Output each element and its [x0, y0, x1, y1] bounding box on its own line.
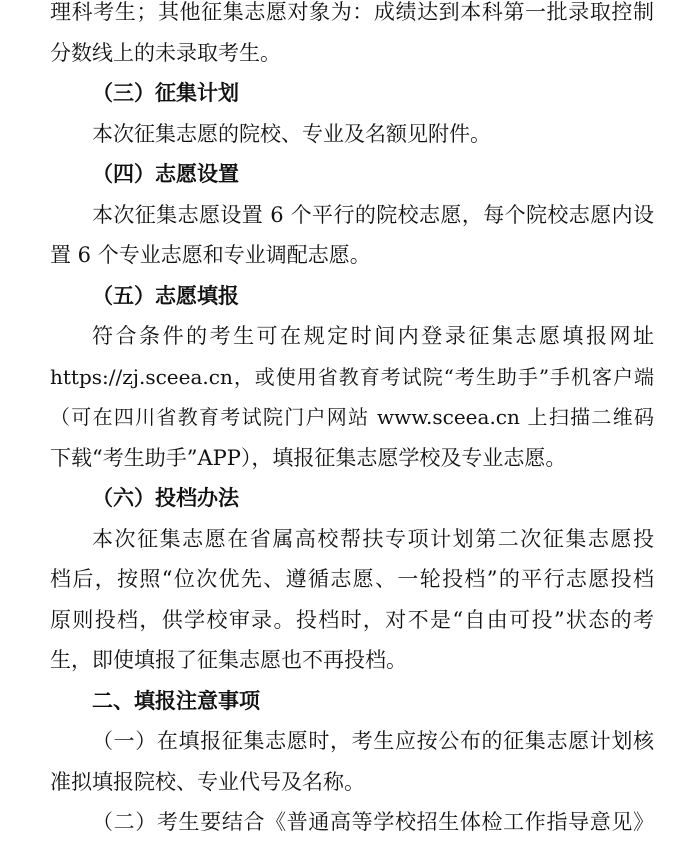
section-heading-filling: （五）志愿填报: [92, 283, 239, 308]
section-heading-settings: （四）志愿设置: [92, 162, 239, 186]
paragraph-line: https://zj.sceea.cn，或使用省教育考试院“考生助手”手机客户端: [50, 364, 654, 389]
section-heading-notes: 二、填报注意事项: [92, 688, 260, 713]
paragraph-line: 本次征集志愿设置 6 个平行的院校志愿，每个院校志愿内设: [92, 202, 654, 227]
paragraph-line: 符合条件的考生可在规定时间内登录征集志愿填报网址: [92, 324, 654, 348]
section-heading-plan: （三）征集计划: [92, 81, 239, 105]
paragraph-line: 本次征集志愿在省属高校帮扶专项计划第二次征集志愿投: [92, 526, 654, 551]
paragraph-line: （可在四川省教育考试院门户网站 www.sceea.cn 上扫描二维码: [50, 405, 654, 429]
paragraph-line: （一）在填报征集志愿时，考生应按公布的征集志愿计划核: [92, 729, 654, 753]
paragraph-line: 理科考生；其他征集志愿对象为：成绩达到本科第一批录取控制: [50, 0, 654, 24]
paragraph-line: 分数线上的未录取考生。: [50, 40, 281, 65]
section-heading-submission: （六）投档办法: [92, 486, 239, 510]
paragraph-line: 置 6 个专业志愿和专业调配志愿。: [50, 243, 371, 267]
paragraph-line: 原则投档，供学校审录。投档时，对不是“自由可投”状态的考: [50, 607, 654, 632]
paragraph-line: 生，即使填报了征集志愿也不再投档。: [50, 648, 407, 672]
paragraph-line: （二）考生要结合《普通高等学校招生体检工作指导意见》: [92, 810, 654, 834]
paragraph-line: 档后，按照“位次优先、遵循志愿、一轮投档”的平行志愿投档: [50, 567, 654, 591]
paragraph-line: 准拟填报院校、专业代号及名称。: [50, 769, 365, 794]
paragraph-line: 本次征集志愿的院校、专业及名额见附件。: [92, 121, 491, 146]
paragraph-line: 下载“考生助手”APP），填报征集志愿学校及专业志愿。: [50, 445, 567, 470]
